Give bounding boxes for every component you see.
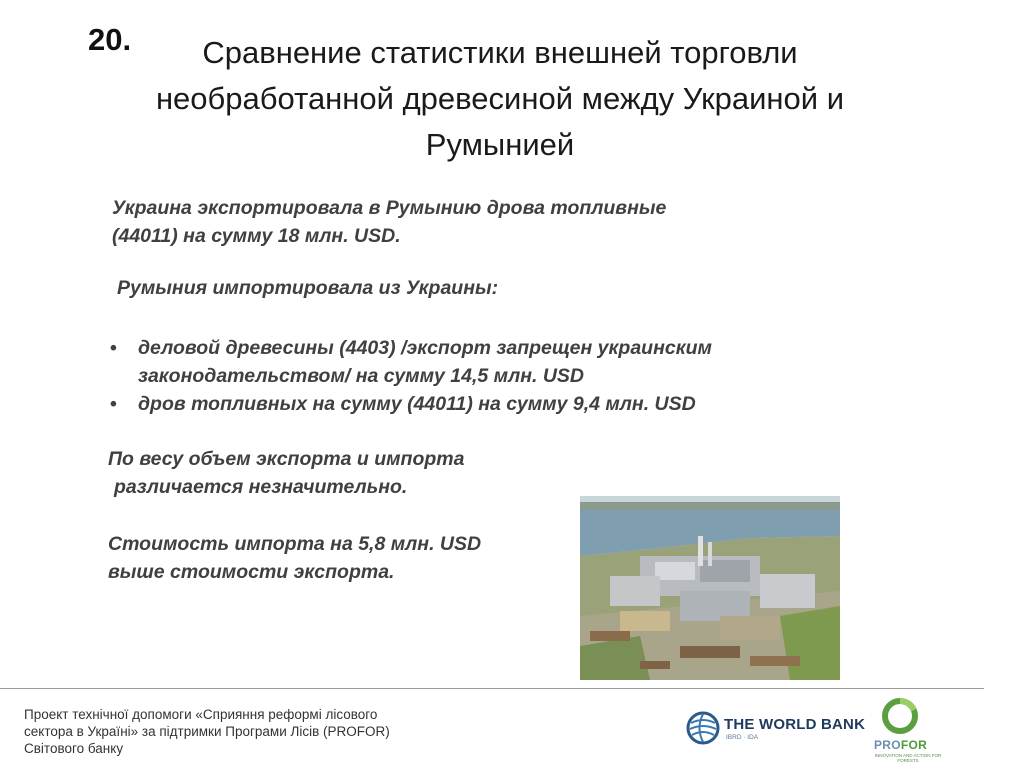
project-line: сектора в Україні» за підтримки Програми Лісів (PROFOR)	[24, 724, 390, 739]
title-line: необработанной древесиной между Украиной и	[155, 81, 845, 116]
world-bank-globe-icon	[686, 711, 720, 745]
profor-name	[874, 738, 927, 752]
footer-divider	[0, 688, 984, 689]
title-line: Сравнение статистики внешней торговли	[202, 35, 798, 70]
cost-line: выше стоимости экспорта.	[108, 561, 395, 583]
weight-paragraph	[108, 445, 464, 501]
slide-number: 20.	[88, 22, 132, 57]
bullet-line: законодательством/ на сумму 14,5 млн. USD	[138, 365, 584, 387]
weight-line: По весу объем экспорта и импорта	[108, 448, 465, 470]
weight-line: различается незначительно.	[114, 476, 408, 498]
project-line: Світового банку	[24, 741, 124, 756]
profor-name-pro: PRO	[874, 738, 901, 752]
export-paragraph	[112, 194, 666, 250]
profor-name-for: FOR	[900, 738, 928, 752]
export-line: Украина экспортировала в Румынию дрова топливные	[112, 197, 667, 219]
bullet-line: дров топливных на сумму (44011) на сумму 9,4 млн. USD	[138, 393, 696, 415]
bullet-line: деловой древесины (4403) /экспорт запрещен украинским	[138, 337, 712, 359]
slide-title	[60, 30, 940, 168]
cost-line: Стоимость импорта на 5,8 млн. USD	[108, 533, 482, 555]
aerial-industrial-plant-photo	[580, 496, 840, 680]
import-bullet-list	[110, 334, 712, 418]
profor-tagline: INNOVATION AND ACTION FOR FORESTS	[874, 753, 942, 763]
project-description	[24, 706, 464, 757]
world-bank-subtitle: IBRD · IDA	[726, 734, 759, 741]
export-line: (44011) на сумму 18 млн. USD.	[112, 225, 401, 247]
project-line: Проект технічної допомоги «Сприяння реформі лісового	[24, 707, 378, 722]
bullet-item	[110, 334, 712, 390]
profor-ring-icon	[880, 696, 920, 736]
import-heading: Румыния импортировала из Украины:	[117, 277, 499, 299]
bullet-item	[110, 390, 712, 418]
cost-paragraph	[108, 530, 481, 586]
title-line: Румынией	[425, 127, 575, 162]
world-bank-name: THE WORLD BANK	[724, 716, 866, 733]
